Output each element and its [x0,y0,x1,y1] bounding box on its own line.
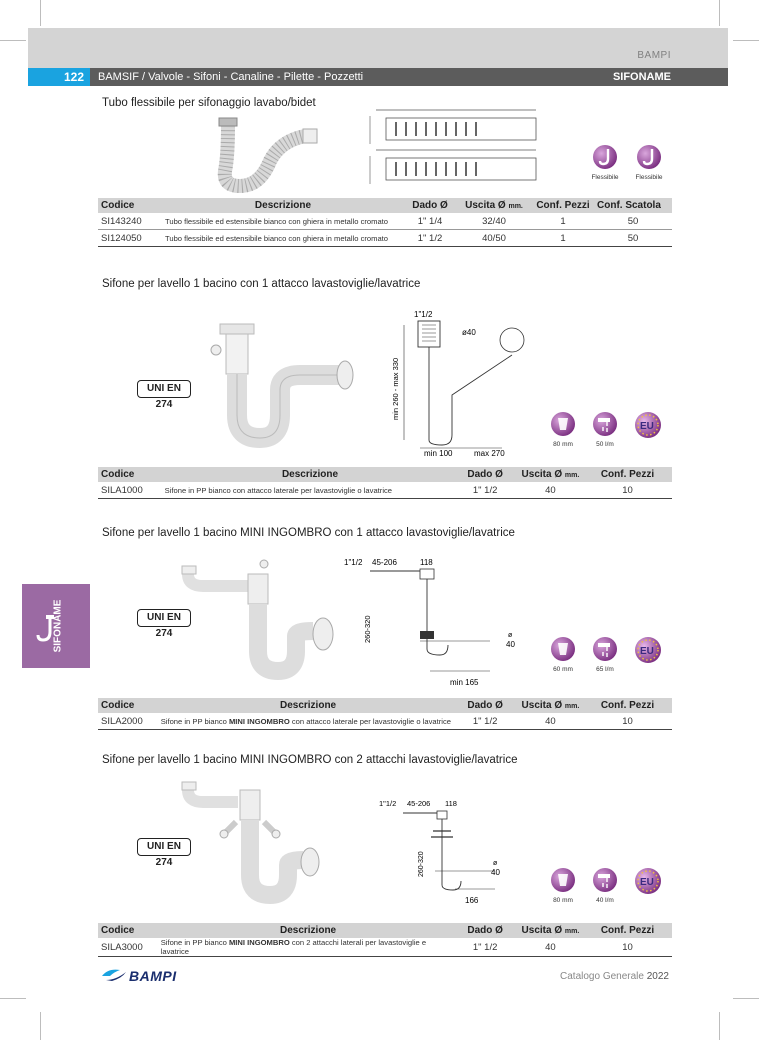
dim-label: 118 [445,799,457,808]
flow-rate-icon [592,866,618,894]
section-2-title: Sifone per lavello 1 bacino con 1 attacco lavastoviglie/lavatrice [102,278,421,290]
dim-label: ø [493,860,498,867]
cell-code: SILA1000 [98,482,162,499]
dim-label: 40 [491,868,500,877]
cell-code: SILA3000 [98,938,158,957]
col-dado: Dado Ø [404,198,456,213]
crop-mark [40,0,41,26]
col-dado: Dado Ø [458,698,511,713]
table-row [98,230,672,247]
flow-rate-icon [592,635,618,663]
dim-label: 45-206 [407,799,431,808]
cell-dado: 1" 1/2 [458,482,511,499]
uni-en-274-badge: UNI EN 274 [137,838,191,856]
catalog-label: Catalogo Generale [560,971,644,982]
desc-text: Sifone in PP bianco [160,938,229,947]
siphon-photo [200,320,360,450]
cell-code: SI143240 [98,213,162,230]
flexible-icon [592,143,618,171]
desc-bold: MINI INGOMBRO [228,716,290,726]
glass-icon [550,410,576,438]
dim-label: 260-320 [363,615,372,643]
col-codice: Codice [98,198,162,213]
icon-caption: Flessibile [591,174,619,181]
col-descrizione: Descrizione [162,467,459,482]
eu-icon [633,866,663,896]
dim-label: min 260 - max 330 [391,357,400,420]
product-table [98,198,672,247]
icon-caption: 50 l/m [596,441,614,448]
col-descrizione: Descrizione [162,198,404,213]
cell-uscita: 40 [512,938,589,957]
icon-caption: 80 mm [553,441,573,448]
footer-logo: BAMPI [129,968,177,984]
cell-desc: Tubo flessibile ed estensibile bianco con ghiera in metallo cromato [162,230,404,247]
breadcrumb: BAMSIF / Valvole - Sifoni - Canaline - Pilette - Pozzetti [98,71,364,83]
cell-pezzi: 10 [589,713,666,730]
cell-uscita: 32/40 [456,213,532,230]
col-pezzi: Conf. Pezzi [589,467,666,482]
col-empty [666,923,672,938]
col-pezzi: Conf. Pezzi [589,923,666,938]
hose-technical-drawing [366,104,546,190]
eu-text: EU [640,646,654,657]
table-row [98,213,672,230]
table-row [98,938,672,957]
table-header [98,467,672,482]
desc-text: con 2 attacchi laterali per lavastoviglie e lavatrice [160,938,427,956]
cell-uscita: 40 [512,713,589,730]
cell-scatola: 50 [594,230,672,247]
crop-mark [719,0,720,26]
table-header [98,698,672,713]
crop-mark [719,1012,720,1040]
side-tab-label: SIFONAME [52,599,64,653]
dim-label: max 270 [474,449,505,458]
cell-desc [158,938,459,957]
dim-label: 1"1/2 [414,310,433,319]
cell-code: SILA2000 [98,713,158,730]
flow-rate-icon [592,410,618,438]
page-number: 122 [28,68,90,86]
cell-code: SI124050 [98,230,162,247]
eu-icon [633,410,663,440]
crop-mark [0,998,26,999]
product-table [98,698,672,730]
cell-uscita: 40/50 [456,230,532,247]
icon-caption: 40 l/m [596,897,614,904]
dim-label: 1"1/2 [344,558,363,567]
crop-mark [0,40,26,41]
flexible-icon [636,143,662,171]
cell-empty [666,713,672,730]
icon-caption: Flessibile [635,174,663,181]
cell-empty [666,938,672,957]
dim-label: 118 [420,558,433,567]
section-1-title: Tubo flessibile per sifonaggio lavabo/bidet [102,97,316,109]
dim-label: min 165 [450,678,479,687]
col-empty [666,698,672,713]
col-codice: Codice [98,467,162,482]
table-row [98,713,672,730]
crop-mark [733,998,759,999]
cell-pezzi: 1 [532,230,594,247]
section-title: SIFONAME [612,71,671,83]
product-table [98,467,672,499]
col-descrizione: Descrizione [158,698,459,713]
col-dado: Dado Ø [458,467,511,482]
cell-dado: 1" 1/2 [458,713,511,730]
siphon-technical-drawing [340,553,530,688]
col-pezzi: Conf. Pezzi [532,198,594,213]
catalog-year: 2022 [646,971,669,982]
section-4-title: Sifone per lavello 1 bacino MINI INGOMBRO con 2 attacchi lavastoviglie/lavatrice [102,754,518,766]
eu-text: EU [640,421,654,432]
uni-en-274-badge: UNI EN 274 [137,609,191,627]
desc-text: Sifone in PP bianco con attacco laterale per lavastoviglie o lavatrice [164,485,393,495]
cell-pezzi: 1 [532,213,594,230]
crop-mark [40,1012,41,1040]
eu-icon [633,635,663,665]
col-uscita-unit: mm. [564,928,580,935]
col-uscita-label: Uscita Ø [521,700,563,711]
dim-label: 260-320 [418,851,425,877]
col-uscita [512,698,589,713]
crop-mark [733,40,759,41]
desc-text: Sifone in PP bianco [160,716,229,726]
header-brand: BAMPI [637,50,671,61]
col-dado: Dado Ø [458,923,511,938]
section-3-title: Sifone per lavello 1 bacino MINI INGOMBRO con 1 attacco lavastoviglie/lavatrice [102,527,515,539]
col-uscita [512,923,589,938]
icon-caption: 65 l/m [596,666,614,673]
cell-dado: 1" 1/2 [404,230,456,247]
col-uscita-label: Uscita Ø [465,200,506,211]
siphon-technical-drawing [392,305,542,460]
siphon-photo [178,780,328,910]
product-table [98,923,672,957]
dim-label: min 100 [424,449,453,458]
bampi-logo-icon [100,966,128,982]
col-descrizione: Descrizione [158,923,459,938]
glass-icon [550,635,576,663]
dim-label: 166 [465,896,479,905]
cell-scatola: 50 [594,213,672,230]
col-uscita-unit: mm. [564,703,580,710]
footer-catalog [560,971,669,982]
col-uscita-label: Uscita Ø [521,925,563,936]
desc-text: con attacco laterale per lavastoviglie o lavatrice [289,716,451,726]
cell-desc [158,713,459,730]
desc-bold: MINI INGOMBRO [228,938,290,947]
icon-caption: 80 mm [553,897,573,904]
cell-dado: 1" 1/2 [458,938,511,957]
cell-uscita: 40 [512,482,589,499]
table-row [98,482,672,499]
cell-desc [162,482,459,499]
siphon-technical-drawing [375,795,515,910]
col-scatola: Conf. Scatola [594,198,672,213]
dim-label: 45-206 [372,558,397,567]
col-codice: Codice [98,923,158,938]
col-uscita [456,198,532,213]
siphon-photo [178,556,358,686]
table-header [98,923,672,938]
dim-label: ø [508,632,513,639]
col-uscita-unit: mm. [564,472,580,479]
icon-caption: 60 mm [553,666,573,673]
cell-empty [666,482,672,499]
uni-en-274-badge: UNI EN 274 [137,380,191,398]
dim-label: ø40 [462,328,476,337]
col-uscita-unit: mm. [508,203,523,210]
col-pezzi: Conf. Pezzi [589,698,666,713]
cell-pezzi: 10 [589,938,666,957]
col-codice: Codice [98,698,158,713]
glass-icon [550,866,576,894]
col-uscita [512,467,589,482]
table-header [98,198,672,213]
dim-label: 1"1/2 [379,799,397,808]
col-uscita-label: Uscita Ø [521,469,563,480]
cell-pezzi: 10 [589,482,666,499]
cell-dado: 1" 1/4 [404,213,456,230]
cell-desc: Tubo flessibile ed estensibile bianco con ghiera in metallo cromato [162,213,404,230]
col-empty [666,467,672,482]
flexible-hose-photo [205,116,325,194]
eu-text: EU [640,877,654,888]
dim-label: 40 [506,640,515,649]
